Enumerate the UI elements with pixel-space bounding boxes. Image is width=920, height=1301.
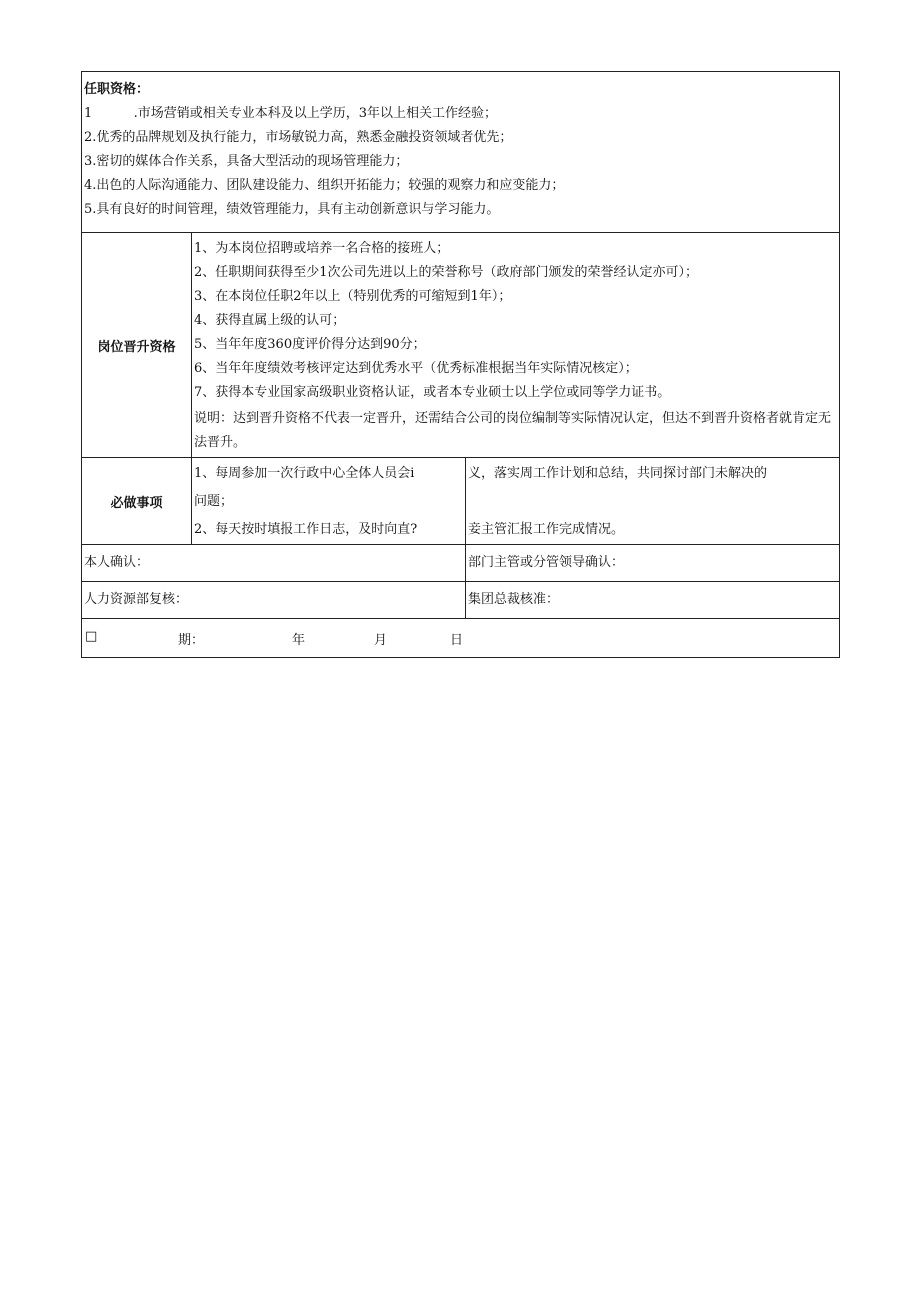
mustdo-item: 2、每天按时填报工作日志，及时向直?	[194, 522, 418, 537]
mustdo-item: 妾主管汇报工作完成情况。	[468, 522, 625, 537]
day-label: 日	[450, 633, 464, 648]
hr-review-field[interactable]	[82, 582, 466, 619]
promotion-item: 2、任职期间获得至少1次公司先进以上的荣誉称号（政府部门颁发的荣誉经认定亦可）；	[194, 265, 699, 280]
date-row	[82, 619, 840, 658]
self-confirm-field[interactable]	[82, 545, 466, 582]
promotion-item: 5、当年年度360度评价得分达到90分；	[194, 337, 426, 352]
mustdo-item: 1、每周参加一次行政中心全体人员会i	[194, 466, 415, 481]
qualification-item: 5.具有良好的时间管理，绩效管理能力，具有主动创新意识与学习能力。	[84, 202, 500, 217]
dept-confirm-label: 部门主管或分管领导确认：	[468, 555, 625, 570]
dept-confirm-field[interactable]	[466, 545, 840, 582]
date-line	[82, 619, 839, 657]
promotion-item: 4、获得直属上级的认可；	[194, 313, 346, 328]
month-label: 月	[374, 633, 388, 648]
mustdo-item: 问题；	[194, 494, 234, 509]
qualification-item: 2.优秀的品牌规划及执行能力，市场敏锐力高，熟悉金融投资领域者优先；	[84, 130, 513, 145]
promotion-item: 1、为本岗位招聘或培养一名合格的接班人；	[194, 241, 450, 256]
ceo-approve-label: 集团总裁核准：	[468, 592, 560, 607]
mustdo-row	[82, 458, 840, 545]
promotion-label: 岗位晋升资格	[82, 233, 192, 458]
promotion-item: 7、获得本专业国家高级职业资格认证，或者本专业硕士以上学位或同等学力证书。	[194, 385, 671, 400]
promotion-row	[82, 233, 840, 458]
mustdo-left-cell	[192, 458, 466, 545]
promotion-item: 3、在本岗位任职2年以上（特别优秀的可缩短到1年）；	[194, 289, 512, 304]
mustdo-label: 必做事项	[82, 458, 192, 545]
qualification-item: 4.出色的人际沟通能力、团队建设能力、组织开拓能力；较强的观察力和应变能力；	[84, 178, 565, 193]
year-label: 年	[292, 633, 306, 648]
date-label: 期：	[178, 633, 205, 648]
promotion-cell	[192, 233, 840, 458]
promotion-note: 说明：达到晋升资格不代表一定晋升，还需结合公司的岗位编制等实际情况认定，但达不到晋升资格者就肯定无法晋升。	[194, 411, 832, 450]
date-field[interactable]	[82, 619, 840, 658]
qualifications-cell	[82, 72, 840, 233]
mustdo-right-cell	[466, 458, 840, 545]
review-row	[82, 582, 840, 619]
qualifications-row	[82, 72, 840, 233]
ceo-approve-field[interactable]	[466, 582, 840, 619]
checkbox-icon: □	[85, 629, 98, 644]
self-confirm-label: 本人确认：	[84, 555, 150, 570]
qualification-item: 1 .市场营销或相关专业本科及以上学历，3年以上相关工作经验；	[84, 106, 497, 121]
mustdo-item: 义，落实周工作计划和总结，共同探讨部门未解决的	[468, 466, 768, 481]
qualification-item: 3.密切的媒体合作关系，具备大型活动的现场管理能力；	[84, 154, 409, 169]
mustdo-item	[466, 488, 839, 516]
hr-review-label: 人力资源部复核：	[84, 592, 189, 607]
promotion-item: 6、当年年度绩效考核评定达到优秀水平（优秀标准根据当年实际情况核定）；	[194, 361, 638, 376]
qualifications-heading: 任职资格：	[84, 82, 150, 97]
form-table	[81, 71, 840, 658]
confirm-row	[82, 545, 840, 582]
job-description-form	[81, 71, 839, 658]
